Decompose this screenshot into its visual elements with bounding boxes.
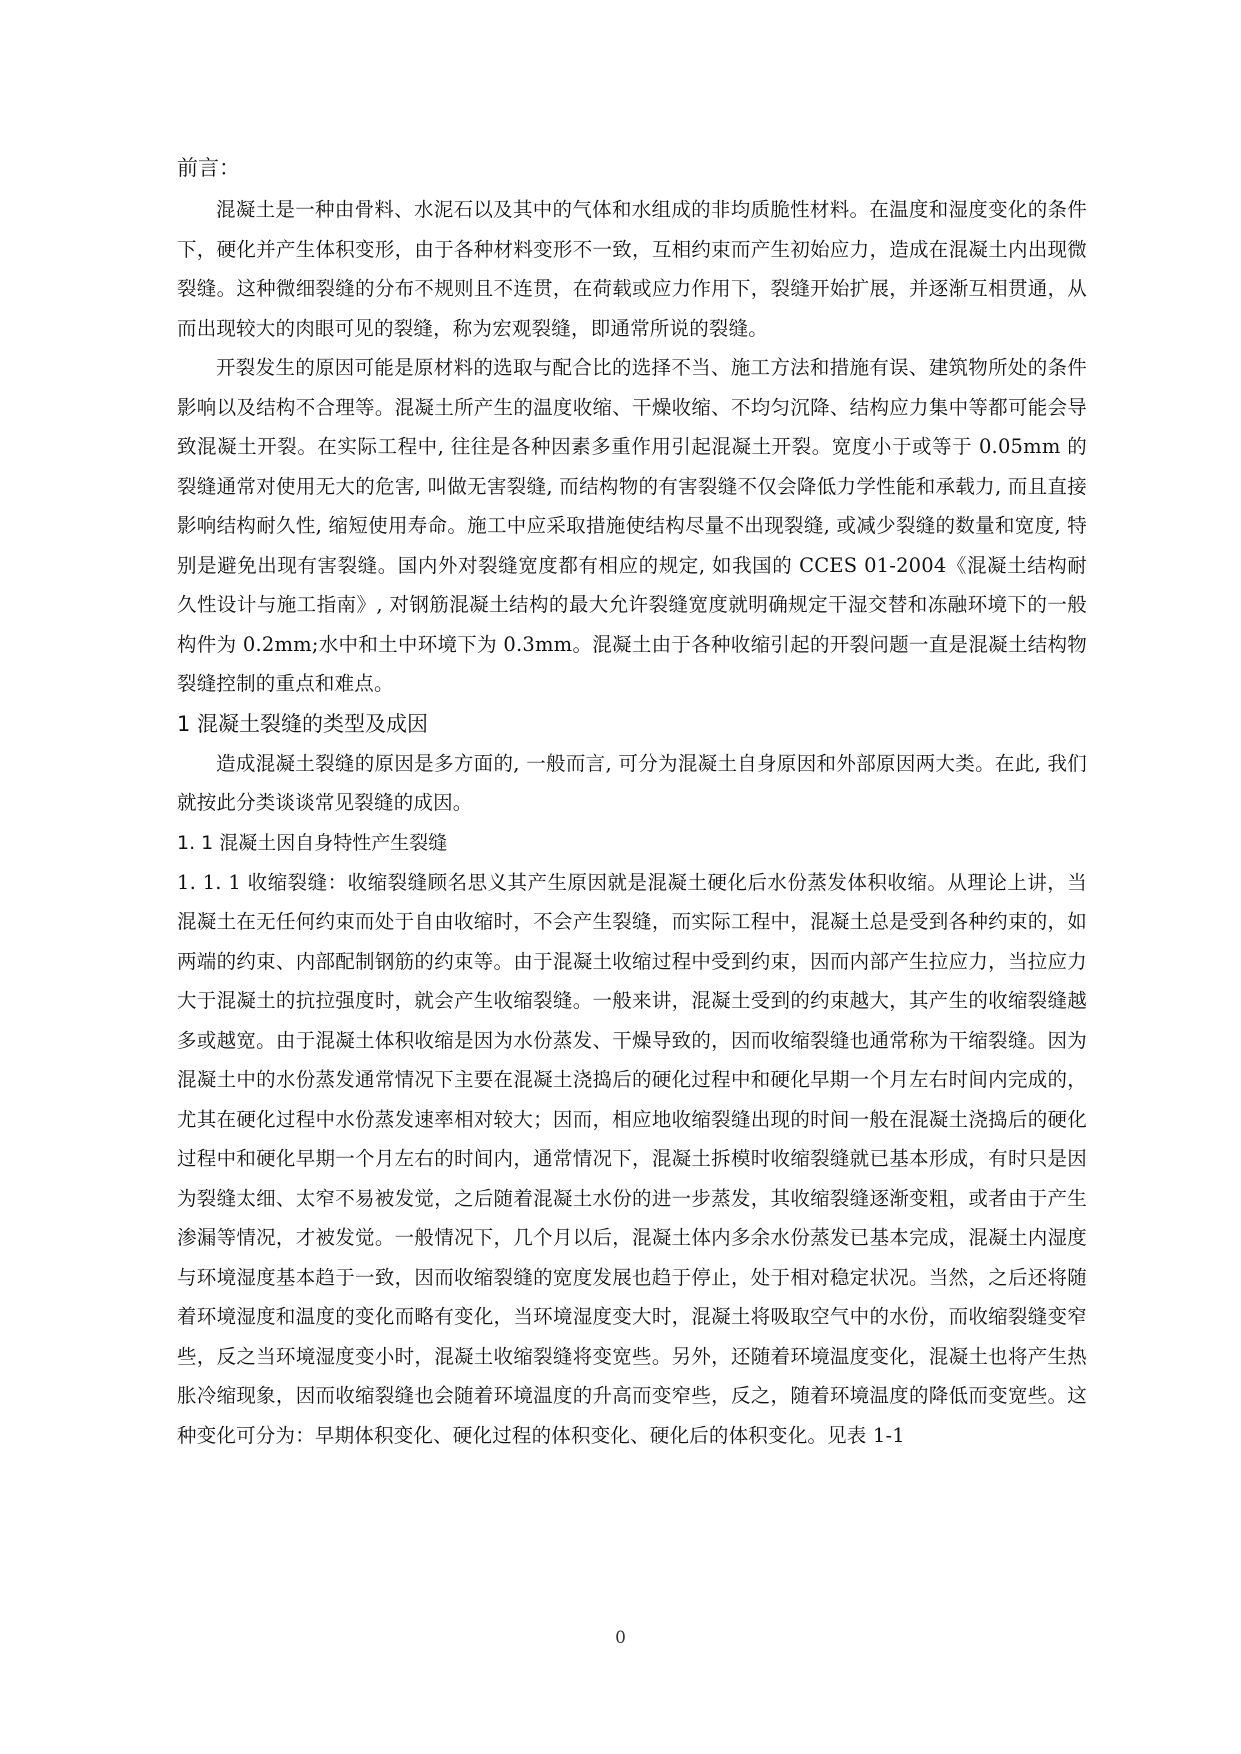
section-1-heading: 1 混凝土裂缝的类型及成因 xyxy=(177,711,429,736)
preface-heading: 前言： xyxy=(177,156,240,180)
section-1-paragraph: 造成混凝土裂缝的原因是多方面的, 一般而言, 可分为混凝土自身原因和外部原因两大类。在此, 我们就按此分类谈谈常见裂缝的成因。 xyxy=(177,751,1087,814)
preface-paragraph-1: 混凝土是一种由骨料、水泥石以及其中的气体和水组成的非均质脆性材料。在温度和湿度变化的条件下，硬化并产生体积变形，由于各种材料变形不一致，互相约束而产生初始应力，造成在混凝土内出现微裂缝。这种微细裂缝的分布不规则且不连贯，在荷载或应力作用下，裂缝开始扩展，并逐渐互相贯通，从而出现较大的肉眼可见的裂缝，称为宏观裂缝，即通常所说的裂缝。 xyxy=(177,198,1087,340)
preface-paragraph-2: 开裂发生的原因可能是原材料的选取与配合比的选择不当、施工方法和措施有误、建筑物所处的条件影响以及结构不合理等。混凝土所产生的温度收缩、干燥收缩、不均匀沉降、结构应力集中等都可能会导致混凝土开裂。在实际工程中, 往往是各种因素多重作用引起混凝土开裂。宽度小于或等于 0.05mm 的裂缝通常对使用无大的危害, 叫做无害裂缝, 而结构物的有害裂缝不仅会降低力学性能和承载力, 而且直接影响结构耐久性, 缩短使用寿命。施工中应采取措施使结构尽量不出现裂缝, 或减少裂缝的数量和宽度, 特别是避免出现有害裂缝。国内外对裂缝宽度都有相应的规定, 如我国的 CCES 01-2004《混凝土结构耐久性设计与施工指南》, 对钢筋混凝土结构的最大允许裂缝宽度就明确规定干湿交替和冻融环境下的一般构件为 0.2mm;水中和土中环境下为 0.3mm。混凝土由于各种收缩引起的开裂问题一直是混凝土结构物裂缝控制的重点和难点。 xyxy=(177,356,1087,695)
document-page xyxy=(177,150,1087,1455)
section-1-1-heading: 1. 1 混凝土因自身特性产生裂缝 xyxy=(177,831,448,854)
section-1-1-1-paragraph: 1. 1. 1 收缩裂缝：收缩裂缝顾名思义其产生原因就是混凝土硬化后水份蒸发体积收缩。从理论上讲，当混凝土在无任何约束而处于自由收缩时，不会产生裂缝，而实际工程中，混凝土总是受到各种约束的，如两端的约束、内部配制钢筋的约束等。由于混凝土收缩过程中受到约束，因而内部产生拉应力，当拉应力大于混凝土的抗拉强度时，就会产生收缩裂缝。一般来讲，混凝土受到的约束越大，其产生的收缩裂缝越多或越宽。由于混凝土体积收缩是因为水份蒸发、干燥导致的，因而收缩裂缝也通常称为干缩裂缝。因为混凝土中的水份蒸发通常情况下主要在混凝土浇捣后的硬化过程中和硬化早期一个月左右时间内完成的，尤其在硬化过程中水份蒸发速率相对较大；因而，相应地收缩裂缝出现的时间一般在混凝土浇捣后的硬化过程中和硬化早期一个月左右的时间内，通常情况下，混凝土拆模时收缩裂缝就已基本形成，有时只是因为裂缝太细、太窄不易被发觉，之后随着混凝土水份的进一步蒸发，其收缩裂缝逐渐变粗，或者由于产生渗漏等情况，才被发觉。一般情况下，几个月以后，混凝土体内多余水份蒸发已基本完成，混凝土内湿度与环境湿度基本趋于一致，因而收缩裂缝的宽度发展也趋于停止，处于相对稳定状况。当然，之后还将随着环境湿度和温度的变化而略有变化，当环境湿度变大时，混凝土将吸取空气中的水份，而收缩裂缝变窄些，反之当环境湿度变小时，混凝土收缩裂缝将变宽些。另外，还随着环境温度变化，混凝土也将产生热胀冷缩现象，因而收缩裂缝也会随着环境温度的升高而变窄些，反之，随着环境温度的降低而变宽些。这种变化可分为：早期体积变化、硬化过程的体积变化、硬化后的体积变化。见表 1-1 xyxy=(177,870,1087,1447)
page-number: 0 xyxy=(615,1628,626,1648)
